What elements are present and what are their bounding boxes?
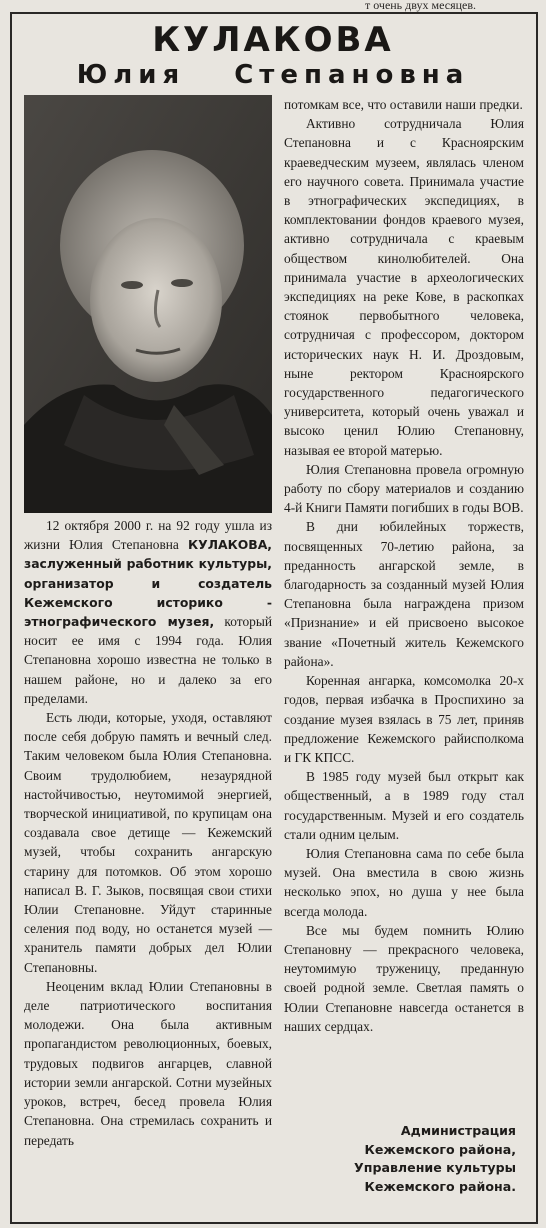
paragraph: Юлия Степановна сама по себе была музей. Она вместила в свою жизнь несколько эпох, но душа у нее была всегда молода.	[284, 845, 524, 919]
paragraph: В дни юбилейных торжеств, посвященных 70-летию района, за преданность ангарской земле, в благодарность за созданный музей Юлия Степановна была награждена призом «Признание» и ей присвоено высокое звание «Почетный житель Кежемского района».	[284, 519, 524, 669]
paragraph: Есть люди, которые, уходя, оставляют после себя добрую память и вечный след. Таким человеком была Юлия Степановна. Своим трудолюбием, незаурядной настойчивостью, неутомимой энергией, творческой инициативой, по крупицам она создавала свое детище — Кежемский музей, чтобы сохранить ангарскую старину для потомков. Об этом хорошо написал В. Г. Зыков, посвящая свои стихи Юлии Степановне. Уйдут старинные селения под воду, но останется музей — хранитель памяти добрых дел Юлии Степановны.	[24, 710, 272, 975]
signature-line: Управление культуры	[354, 1160, 516, 1175]
paragraph: Юлия Степановна провела огромную работу по сбору материалов и созданию 4-й Книги Памяти погибших в годы ВОВ.	[284, 461, 524, 516]
lead-text-tail: который носит ее имя с 1994 года. Юлия Степановна хорошо известна не только в нашем районе, но и далеко за его пределами.	[24, 614, 272, 706]
cut-off-text: т очень двух месяцев.	[364, 0, 476, 12]
signature-block	[354, 1122, 516, 1196]
signature-line: Кежемского района.	[364, 1178, 516, 1194]
signature-line: Кежемского района,	[364, 1141, 516, 1157]
paragraph: потомкам все, что оставили наши предки.	[284, 97, 523, 112]
article-right-column	[284, 95, 524, 1036]
portrait-icon	[24, 95, 272, 513]
lead-text: 12 октября 2000 г. на 92 году ушла из жизни Юлия Степановна	[24, 518, 272, 553]
paragraph: Неоценим вклад Юлии Степановны в деле патриотического воспитания молодежи. Она была активным пропагандистом революционных, боевых, трудовых подвигов ангарцев, славной истории земли ангарской. Сотни музейных уроков, встреч, бесед провела Юлия Степановна. Она стремилась сохранить и передать	[24, 978, 272, 1148]
paragraph: Все мы будем помнить Юлию Степановну — прекрасного человека, неутомимую труженицу, преданную своей родной земле. Светлая память о Юлии Степановне навсегда останется в наших сердцах.	[284, 922, 524, 1034]
portrait-photo	[24, 95, 272, 513]
paragraph: В 1985 году музей был открыт как общественный, а в 1989 году стал государственным. Музей и его создатель стали одним целым.	[284, 769, 524, 842]
signature-line: Администрация	[400, 1123, 516, 1138]
article-left-column	[24, 516, 272, 1150]
paragraph: Активно сотрудничала Юлия Степановна и с Красноярским краеведческим музеем, являлась членом его научного совета. Принимала участие в этнографических экспедициях, в комплектовании фондов краевого музея, активно сотрудничала с краевым обществом кинолюбителей. Она принимала участие в археологических экспедициях на реке Кове, в раскопках стоянок первобытного человека, сотрудничая с профессором, доктором исторических наук Н. И. Дроздовым, ныне ректором Красноярского государственного педагогического университета, который очень уважал и высоко ценил Юлию Степановну, называя ее второй матерью.	[284, 116, 524, 458]
lead-title-bold: заслуженный работник культуры, организатор и создатель Кежемского историко - этнографического музея,	[24, 556, 272, 630]
lead-paragraph	[24, 516, 272, 708]
headline-given-names: Юлия Степановна	[76, 60, 470, 90]
paragraph: Коренная ангарка, комсомолка 20-х годов, первая избачка в Проспихино за создание музея взялась в 75 лет, приняв предложение Кежемского райисполкома и ГК КПСС.	[284, 673, 524, 765]
lead-name-bold: КУЛАКОВА,	[188, 537, 272, 553]
headline-surname: КУЛАКОВА	[152, 20, 394, 60]
